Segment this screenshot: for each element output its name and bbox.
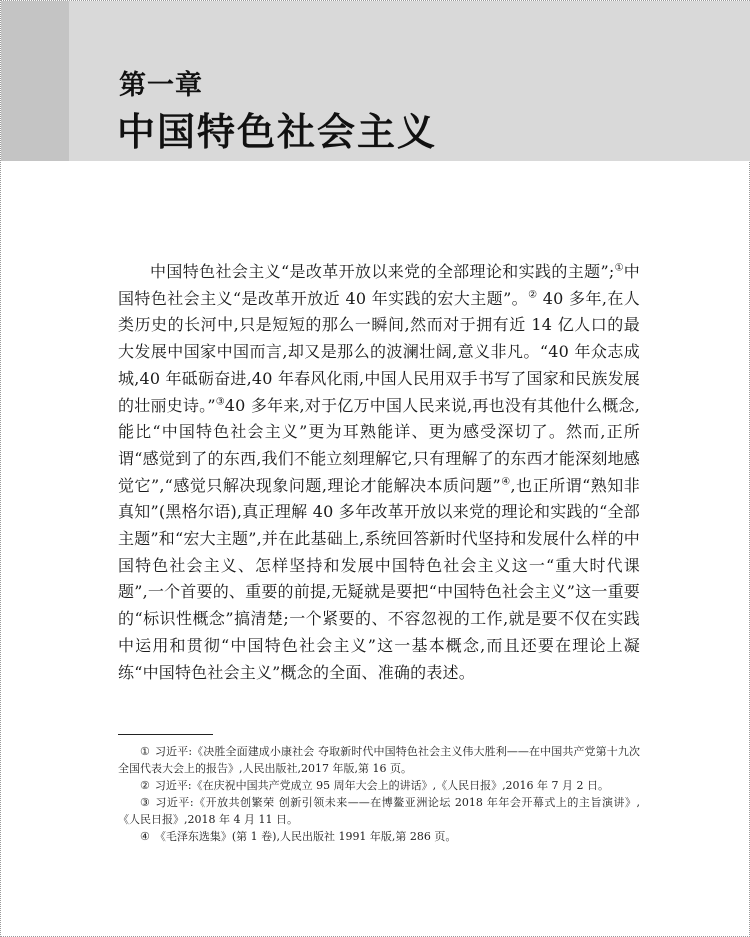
footnote-ref: ④	[500, 476, 511, 488]
footnote-text: 《毛泽东选集》(第 1 卷),人民出版社 1991 年版,第 286 页。	[154, 830, 457, 843]
chapter-number: 第一章	[119, 70, 203, 101]
footnote-ref: ①	[614, 262, 624, 274]
footnote-number: ④	[140, 830, 150, 843]
text-run: 中国特色社会主义“是改革开放近 40 年实践的宏大主题”。	[118, 262, 640, 308]
footnote-item	[118, 743, 640, 777]
footnotes	[118, 743, 640, 845]
footnote-item	[118, 777, 640, 794]
footnote-number: ①	[140, 745, 150, 758]
footnote-number: ②	[140, 779, 150, 792]
text-run: 40 多年来,对于亿万中国人民来说,再也没有其他什么概念,能比“中国特色社会主义”更为耳熟能详、更为感受深切了。然而,正所谓“感觉到了的东西,我们不能立刻理解它,只有理解了的东西才能深刻地感觉它”,“感觉只解决现象问题,理论才能解决本质问题”	[118, 395, 640, 495]
footnote-text: 习近平:《在庆祝中国共产党成立 95 周年大会上的讲话》,《人民日报》,2016 年 7 月 2 日。	[154, 779, 610, 792]
footnote-divider	[118, 734, 213, 735]
footnote-item	[118, 828, 640, 845]
chapter-tab	[1, 1, 69, 161]
body-paragraph	[118, 259, 640, 686]
text-run: 40 多年,在人类历史的长河中,只是短短的那么一瞬间,然而对于拥有近 14 亿人口的最大发展中国家中国而言,却又是那么的波澜壮阔,意义非凡。“40 年众志成城,40 年砥砺奋进,40 年春风化雨,中国人民用双手书写了国家和民族发展的壮丽史诗。”	[118, 288, 640, 415]
footnote-ref: ③	[215, 396, 225, 408]
footnote-text: 习近平:《开放共创繁荣 创新引领未来——在博鳌亚洲论坛 2018 年年会开幕式上的主旨演讲》,《人民日报》,2018 年 4 月 11 日。	[118, 796, 640, 826]
footnote-item	[118, 794, 640, 828]
text-run: 中国特色社会主义“是改革开放以来党的全部理论和实践的主题”;	[150, 262, 615, 281]
chapter-title: 中国特色社会主义	[117, 109, 438, 154]
footnote-text: 习近平:《决胜全面建成小康社会 夺取新时代中国特色社会主义伟大胜利——在中国共产党第十九次全国代表大会上的报告》,人民出版社,2017 年版,第 16 页。	[118, 745, 640, 775]
footnote-number: ③	[140, 796, 151, 809]
footnote-ref: ②	[528, 289, 538, 301]
text-run: ,也正所谓“熟知非真知”(黑格尔语),真正理解 40 多年改革开放以来党的理论和实践的“全部主题”和“宏大主题”,并在此基础上,系统回答新时代坚持和发展什么样的中国特色社会主义、怎样坚持和发展中国特色社会主义这一“重大时代课题”,一个首要的、重要的前提,无疑就是要把“中国特色社会主义”这一重要的“标识性概念”搞清楚;一个紧要的、不容忽视的工作,就是要不仅在实践中运用和贯彻“中国特色社会主义”这一基本概念,而且还要在理论上凝练“中国特色社会主义”概念的全面、准确的表述。	[118, 475, 640, 682]
